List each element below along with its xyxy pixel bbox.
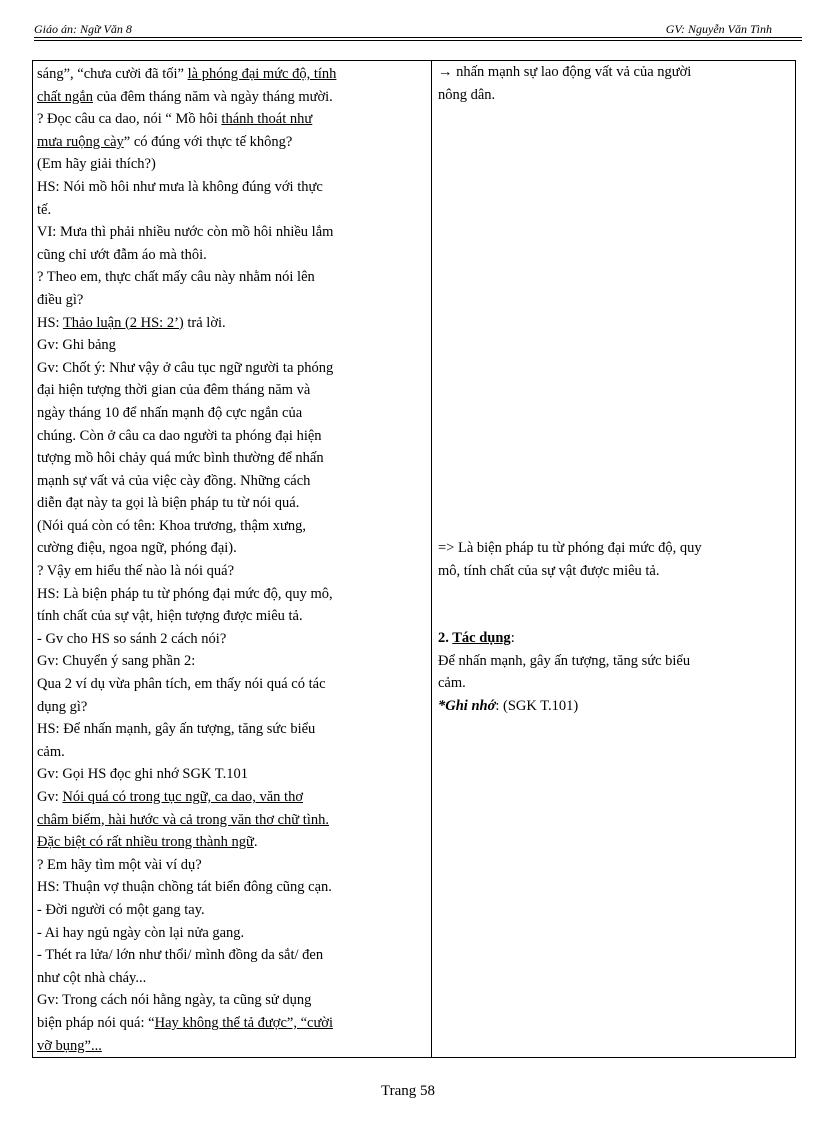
text-line: HS: Để nhấn mạnh, gây ấn tượng, tăng sức biểu [37, 721, 316, 738]
text-line: tượng mồ hôi chảy quá mức bình thường để nhấn [37, 450, 324, 467]
text-line: ? Đọc câu ca dao, nói “ Mồ hôi [37, 111, 222, 128]
text-line: sáng”, “chưa cười đã tối” [37, 66, 188, 82]
effect-section [438, 627, 690, 717]
underlined-text: Đặc biệt có rất nhiều trong thành ngữ [37, 834, 254, 851]
text-line: đại hiện tượng thời gian của đêm tháng năm và [37, 382, 311, 399]
text-line: → nhấn mạnh sự lao động vất vả của người [438, 64, 692, 80]
text-line: biện pháp nói quá: “ [37, 1014, 155, 1031]
text-line: (Em hãy giải thích?) [37, 156, 156, 173]
conclusion-block-1 [438, 61, 691, 106]
text-line: Gv: Trong cách nói hằng ngày, ta cũng sử dụng [37, 992, 312, 1009]
text-line: => Là biện pháp tu từ phóng đại mức độ, quy [438, 540, 702, 556]
text-line: HS: Thuận vợ thuận chồng tát biển đông cũng cạn. [37, 879, 332, 896]
text-line: . [253, 834, 258, 851]
underlined-text: Nói quá có trong tục ngữ, ca dao, văn thơ [62, 789, 303, 805]
header-rule-2 [34, 40, 802, 41]
text-line: cảm. [438, 675, 466, 692]
text-line: chúng. Còn ở câu ca dao người ta phóng đại hiện [37, 427, 322, 444]
text-line: (Nói quá còn có tên: Khoa trương, thậm xưng, [37, 517, 307, 534]
text-line: trả lời. [183, 314, 226, 331]
text-line: Để nhấn mạnh, gây ấn tượng, tăng sức biểu [438, 652, 691, 669]
text-line: cảm. [37, 743, 65, 760]
text-line: mô, tính chất của sự vật được miêu tả. [438, 562, 660, 579]
underlined-text: vỡ bụng”... [37, 1037, 102, 1054]
text-line: diễn đạt này ta gọi là biện pháp tu từ nói quá. [37, 495, 300, 512]
text-line: ngày tháng 10 để nhấn mạnh độ cực ngắn của [37, 404, 303, 421]
underlined-text: là phóng đại mức độ, tính [187, 66, 337, 82]
underlined-text: thánh thoát như [221, 111, 313, 128]
underlined-text: chất ngắn [37, 88, 93, 105]
text-line: HS: [37, 314, 63, 331]
activity-column [33, 61, 432, 1058]
text-line: nông dân. [438, 86, 496, 103]
text-line: ? Vậy em hiểu thế nào là nói quá? [37, 563, 235, 580]
text-line: Gv: Ghi bảng [37, 337, 116, 354]
text-line: của đêm tháng năm và ngày tháng mười. [92, 88, 333, 105]
text-line: Gv: Chuyển ý sang phần 2: [37, 653, 196, 670]
text-line: HS: Là biện pháp tu từ phóng đại mức độ, quy mô, [37, 585, 333, 602]
text-line: dụng gì? [37, 698, 88, 715]
underlined-text: Hay không thể tả được”, “cười [154, 1014, 334, 1031]
activity-text [33, 61, 431, 1057]
note-line: *Ghi nhớ: (SGK T.101) [438, 697, 579, 714]
text-line: cũng chỉ ướt đẫm áo mà thôi. [37, 246, 207, 263]
text-line: - Đời người có một gang tay. [37, 901, 205, 918]
text-line: mạnh sự vất vả của việc cày đồng. Những cách [37, 472, 311, 489]
text-line: Qua 2 ví dụ vừa phân tích, em thấy nói quá có tác [37, 676, 326, 693]
text-line: điều gì? [37, 291, 84, 308]
text-line: như cột nhà cháy... [37, 969, 147, 986]
page-header [34, 22, 802, 38]
text-line: - Ai hay ngủ ngày còn lại nửa gang. [37, 924, 245, 941]
text-line: - Thét ra lửa/ lớn như thổi/ mình đồng da sắt/ đen [37, 947, 324, 964]
text-line: VI: Mưa thì phải nhiều nước còn mồ hôi nhiều lắm [37, 224, 334, 241]
header-left: Giáo án: Ngữ Văn 8 [34, 22, 132, 36]
header-right: GV: Nguyễn Văn Tình [665, 22, 772, 36]
page-number: Trang 58 [380, 1083, 436, 1099]
section-heading: 2. Tác dụng: [438, 630, 515, 646]
text-line: ? Em hãy tìm một vài ví dụ? [37, 856, 202, 873]
text-line: HS: Nói mồ hôi như mưa là không đúng với thực [37, 178, 323, 195]
text-line: ? Theo em, thực chất mấy câu này nhằm nói lên [37, 269, 315, 286]
definition-block [438, 537, 702, 582]
text-line: tế. [37, 201, 52, 218]
text-line: Gv: Chốt ý: Như vậy ở câu tục ngữ người ta phóng [37, 359, 334, 376]
text-line: tính chất của sự vật, hiện tượng được miêu tả. [37, 608, 303, 625]
underlined-text: Thảo luận (2 HS: 2’) [62, 314, 184, 331]
text-line: Gv: [37, 789, 63, 805]
text-line: Gv: Gọi HS đọc ghi nhớ SGK T.101 [37, 766, 248, 783]
text-line: cường điệu, ngoa ngữ, phóng đại). [37, 540, 237, 557]
header-rule [34, 37, 802, 38]
underlined-text: mưa ruộng cày [37, 133, 124, 150]
text-line: ” có đúng với thực tế không? [123, 133, 293, 150]
text-line: - Gv cho HS so sánh 2 cách nói? [37, 630, 227, 647]
underlined-text: châm biếm, hài hước và cả trong văn thơ chữ tình. [37, 811, 329, 828]
